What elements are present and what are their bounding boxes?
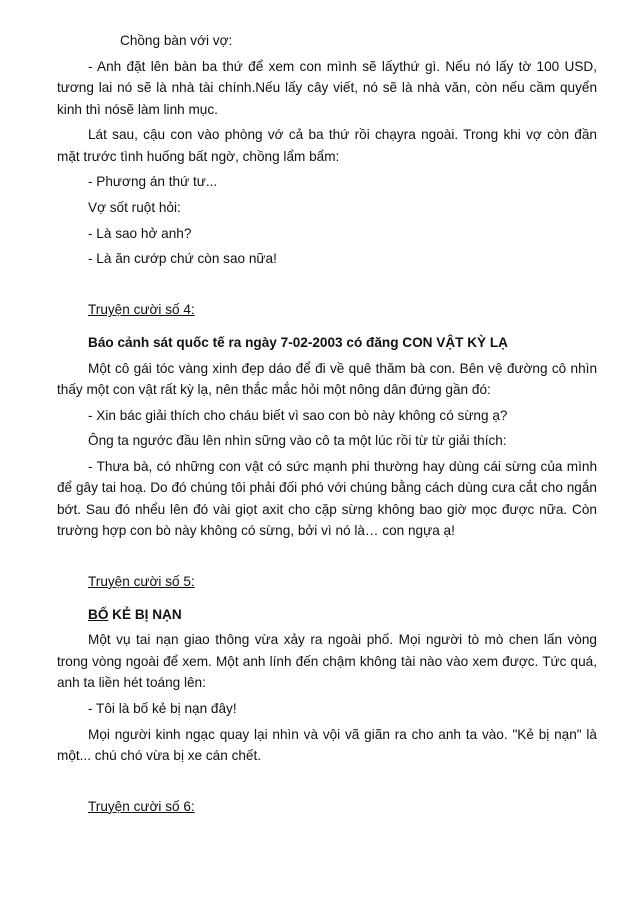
story4-subheading: Báo cảnh sát quốc tế ra ngày 7-02-2003 có đăng CON VẬT KỲ LẠ — [88, 334, 508, 350]
story5-paragraph-2: - Tôi là bố kẻ bị nạn đây! — [88, 700, 237, 716]
story5-paragraph-1: Một vụ tai nạn giao thông vừa xảy ra ngoài phố. Mọi người tò mò chen lấn vòng trong vòng ngoài để xem. Một anh lính đến chậm không tài nào vào xem được. Tức quá, anh ta liền hét toáng lên: — [57, 632, 597, 691]
story3-paragraph-6: - Là sao hở anh? — [88, 225, 192, 241]
story5-subheading-part1: BỐ — [88, 606, 109, 622]
story4-paragraph-2: - Xin bác giải thích cho cháu biết vì sao con bò này không có sừng ạ? — [88, 407, 508, 423]
spacer — [87, 325, 597, 332]
spacer — [87, 546, 597, 571]
spacer — [87, 274, 597, 299]
story3-paragraph-7: - Là ăn cướp chứ còn sao nữa! — [88, 251, 277, 267]
story4-heading: Truyện cười số 4: — [88, 302, 195, 318]
story5-subheading — [57, 604, 597, 625]
story5-subheading-part2: KẺ BỊ NẠN — [108, 606, 182, 622]
story6-heading: Truyện cười số 6: — [88, 798, 195, 814]
story3-paragraph-4: - Phương án thứ tư... — [88, 174, 218, 190]
story5-paragraph-3: Mọi người kinh ngạc quay lại nhìn và vội vã giãn ra cho anh ta vào. "Kẻ bị nạn" là một... chú chó vừa bị xe cán chết. — [57, 726, 597, 764]
document-content — [57, 30, 597, 821]
spacer — [87, 597, 597, 604]
story4-paragraph-1: Một cô gái tóc vàng xinh đẹp dáo để đi về quê thăm bà con. Bên vệ đường cô nhìn thấy một con vật rất kỳ lạ, nên thắc mắc hỏi một nông dân đứng gần đó: — [57, 360, 597, 397]
story3-paragraph-2: - Anh đặt lên bàn ba thứ để xem con mình sẽ lấythứ gì. Nếu nó lấy tờ 100 USD, tương lai nó sẽ là nhà tài chính.Nếu lấy cây viết, nó sẽ là nhà văn, còn nếu cầm quyển kinh thì nósẽ làm linh mục. — [57, 58, 597, 117]
story3-paragraph-3: Lát sau, cậu con vào phòng vớ cả ba thứ rồi chạyra ngoài. Trong khi vợ còn đần mặt trước tình huống bất ngờ, chồng lẩm bẩm: — [57, 127, 597, 164]
story3-paragraph-1: Chồng bàn với vợ: — [120, 33, 233, 48]
story4-paragraph-4: - Thưa bà, có những con vật có sức mạnh phi thường hay dùng cái sừng của mình để gây tai hoạ. Do đó chúng tôi phải đối phó với chúng bằng cách dùng cưa cắt cho ngắn bớt. Sau đó nhểu lên đó vài giọt axit cho cặp sừng không bao giờ mọc được nữa. Còn trường hợp con bò này không có sừng, bởi vì nó là… con ngựa ạ! — [57, 459, 597, 539]
story3-paragraph-5: Vợ sốt ruột hỏi: — [88, 200, 181, 216]
story5-heading: Truyện cười số 5: — [88, 573, 195, 589]
story4-paragraph-3: Ông ta ngước đầu lên nhìn sững vào cô ta một lúc rồi từ từ giải thích: — [88, 433, 507, 449]
spacer — [87, 771, 597, 796]
